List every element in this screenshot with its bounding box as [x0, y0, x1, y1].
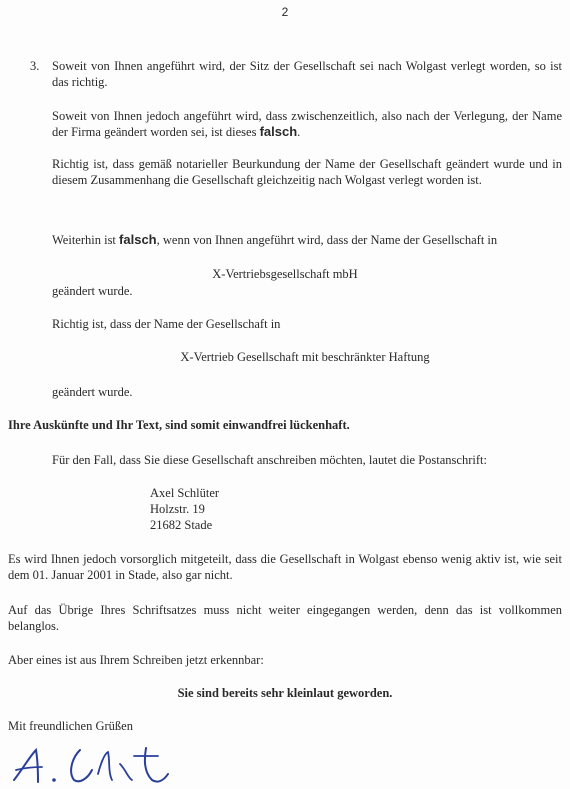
changed-text: geändert wurde. [52, 385, 133, 399]
paragraph-wolgast-inactive: Es wird Ihnen jedoch vorsorglich mitgeteilt, dass die Gesellschaft in Wolgast ebenso wenig aktiv ist, wie seit dem 01. Januar 2001 in Stade, also gar nicht. [8, 552, 562, 582]
paragraph-name-change-claim [52, 108, 562, 140]
list-number: 3. [30, 59, 40, 73]
emphasis-falsch: falsch [259, 124, 298, 139]
address-street: Holzstr. 19 [150, 502, 205, 516]
conclusion-bold: Ihre Auskünfte und Ihr Text, sind somit einwandfrei lückenhaft. [8, 418, 350, 432]
paragraph-address-intro: Für den Fall, dass Sie diese Gesellschaft anschreiben möchten, lautet die Postanschrift: [52, 453, 487, 467]
paragraph-rest-irrelevant: Auf das Übrige Ihres Schriftsatzes muss nicht weiter eingegangen werden, denn das ist vollkommen belanglos. [8, 603, 562, 633]
final-statement-bold: Sie sind bereits sehr kleinlaut geworden. [177, 686, 393, 700]
changed-text: geändert wurde. [52, 284, 133, 298]
closing-greeting: Mit freundlichen Grüßen [8, 719, 133, 733]
paragraph-seat-moved: Soweit von Ihnen angeführt wird, der Sitz der Gesellschaft sei nach Wolgast verlegt worden, so ist das richtig. [52, 59, 562, 89]
paragraph-text: Weiterhin ist [52, 233, 120, 247]
company-name-wrong: X-Vertriebsgesellschaft mbH [212, 267, 358, 281]
postal-address [150, 485, 400, 533]
handwritten-signature [8, 740, 178, 788]
paragraph-recognizable: Aber eines ist aus Ihrem Schreiben jetzt erkennbar: [8, 653, 264, 667]
paragraph-further-false [52, 232, 562, 248]
paragraph-notarial: Richtig ist, dass gemäß notarieller Beurkundung der Name der Gesellschaft geändert wurde und in diesem Zusammenhang die Gesellschaft gleichzeitig nach Wolgast verlegt worden ist. [52, 157, 562, 187]
emphasis-falsch: falsch [119, 232, 157, 247]
paragraph-text: , wenn von Ihnen angeführt wird, dass der Name der Gesellschaft in [156, 233, 498, 247]
paragraph-correct-name: Richtig ist, dass der Name der Gesellschaft in [52, 317, 281, 331]
paragraph-text: Soweit von Ihnen jedoch angeführt wird, dass zwischenzeitlich, also nach der Verlegung, der Name der Firma geändert worden sei, ist dieses [52, 109, 562, 139]
address-name: Axel Schlüter [150, 486, 220, 500]
paragraph-text: . [297, 125, 301, 139]
address-city: 21682 Stade [150, 518, 213, 532]
company-name-right: X-Vertrieb Gesellschaft mit beschränkter Haftung [180, 350, 430, 364]
page-number: 2 [281, 5, 289, 19]
